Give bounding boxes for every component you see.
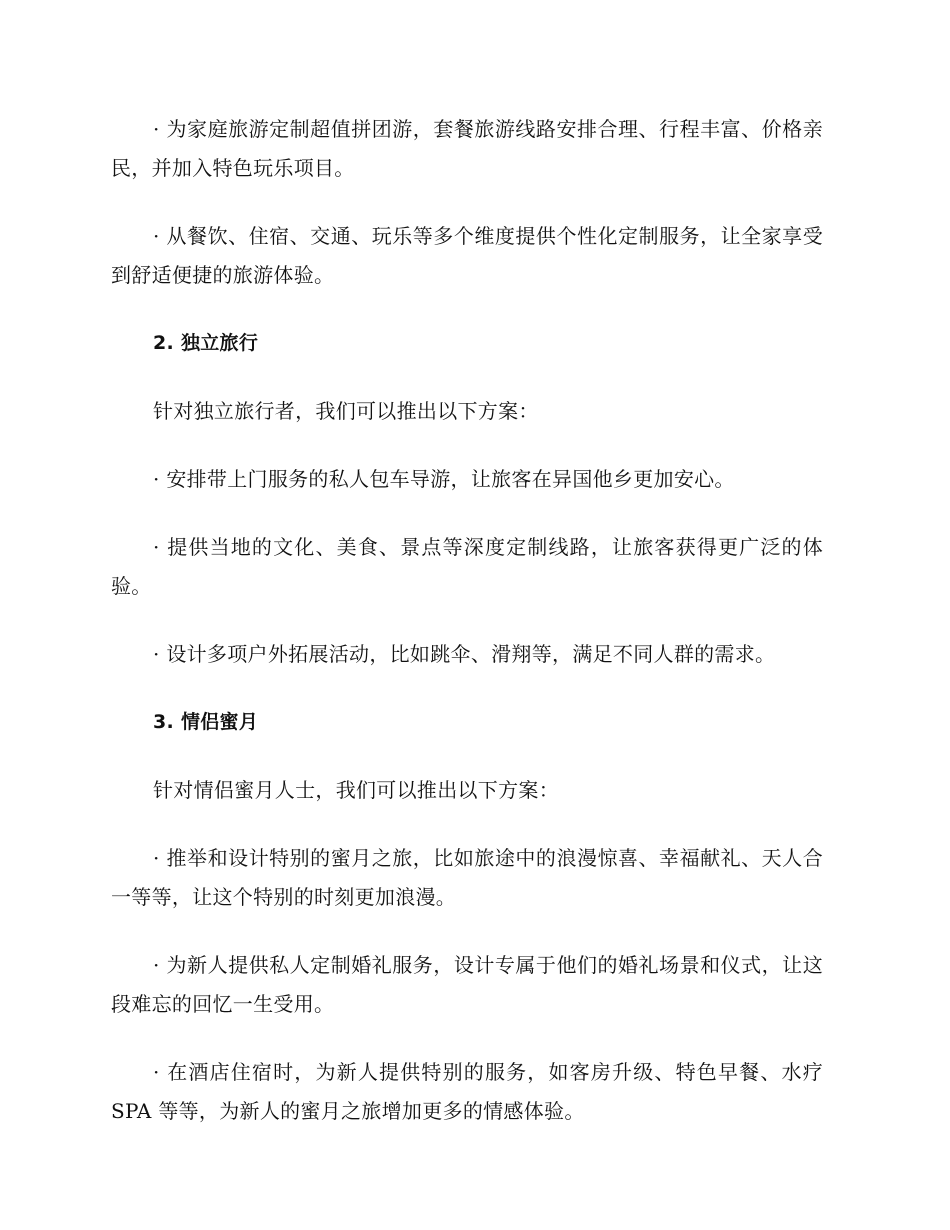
bullet-paragraph: · 从餐饮、住宿、交通、玩乐等多个维度提供个性化定制服务，让全家享受到舒适便捷的旅游体验。	[111, 224, 823, 287]
section-heading: 2. 独立旅行	[153, 332, 259, 354]
intro-paragraph: 针对情侣蜜月人士，我们可以推出以下方案：	[153, 778, 559, 802]
bullet-paragraph: · 推举和设计特别的蜜月之旅，比如旅途中的浪漫惊喜、幸福献礼、天人合一等等，让这个特别的时刻更加浪漫。	[111, 846, 823, 909]
bullet-paragraph: · 设计多项户外拓展活动，比如跳伞、滑翔等，满足不同人群的需求。	[153, 642, 776, 666]
bullet-paragraph: · 为新人提供私人定制婚礼服务，设计专属于他们的婚礼场景和仪式，让这段难忘的回忆一生受用。	[111, 953, 823, 1016]
section-heading: 3. 情侣蜜月	[153, 711, 259, 733]
bullet-paragraph: · 安排带上门服务的私人包车导游，让旅客在异国他乡更加安心。	[153, 467, 735, 491]
bullet-paragraph: · 提供当地的文化、美食、景点等深度定制线路，让旅客获得更广泛的体验。	[111, 535, 823, 598]
intro-paragraph: 针对独立旅行者，我们可以推出以下方案：	[153, 399, 539, 423]
bullet-paragraph: · 为家庭旅游定制超值拼团游，套餐旅游线路安排合理、行程丰富、价格亲民，并加入特色玩乐项目。	[111, 117, 823, 180]
document-body	[111, 110, 823, 1160]
bullet-paragraph: · 在酒店住宿时，为新人提供特别的服务，如客房升级、特色早餐、水疗 SPA 等等，为新人的蜜月之旅增加更多的情感体验。	[111, 1060, 823, 1123]
